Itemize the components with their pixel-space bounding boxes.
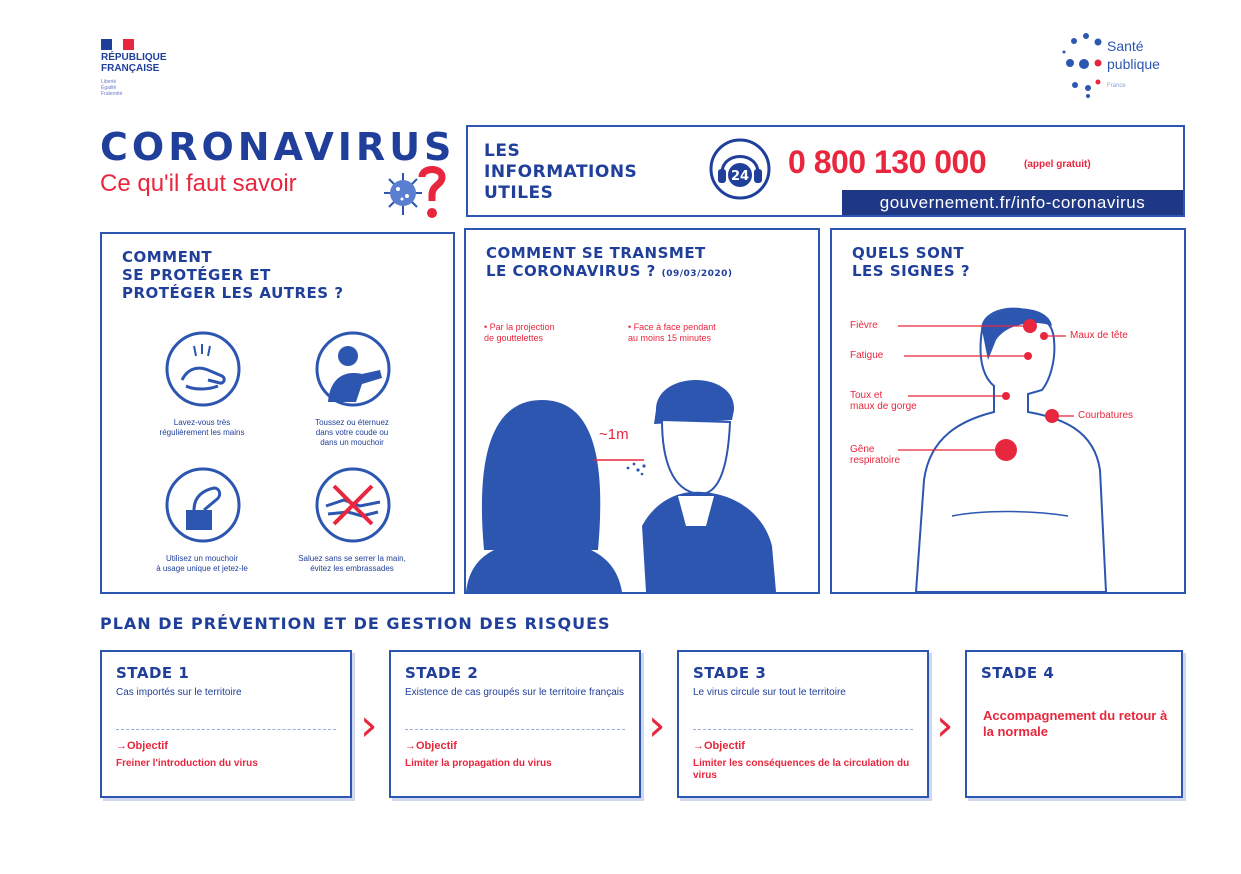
page-subtitle: Ce qu'il faut savoir	[100, 170, 297, 197]
plan-title: PLAN DE PRÉVENTION ET DE GESTION DES RISQUES	[100, 614, 611, 633]
headset-24-icon	[708, 137, 772, 201]
stage-title: STADE 2	[405, 664, 479, 682]
stage-desc: Le virus circule sur tout le territoire	[693, 687, 846, 698]
phone-note: (appel gratuit)	[1024, 159, 1091, 170]
protect-text-1: Lavez-vous très régulièrement les mains	[159, 418, 245, 437]
protect-panel	[100, 232, 455, 594]
stage-divider	[116, 729, 336, 730]
stage-title: STADE 4	[981, 664, 1055, 682]
protect-title: COMMENT SE PROTÉGER ET PROTÉGER LES AUTRES ?	[122, 248, 344, 302]
stage-4	[965, 650, 1183, 798]
info-url: gouvernement.fr/info-coronavirus	[842, 190, 1183, 215]
virus-question-icon	[378, 163, 448, 225]
stage-3	[677, 650, 929, 798]
stage-title: STADE 1	[116, 664, 190, 682]
signs-panel	[830, 228, 1186, 594]
stage-goal: Limiter les conséquences de la circulation du virus	[693, 758, 910, 781]
stage-goal: Freiner l'introduction du virus	[116, 758, 258, 769]
transmission-panel	[464, 228, 820, 594]
sante-publique-subtitle: France	[1107, 83, 1126, 89]
republique-motto: Liberté Égalité Fraternité	[101, 79, 123, 97]
svg-text:24: 24	[730, 169, 750, 184]
info-label: LES INFORMATIONS UTILES	[484, 141, 638, 203]
two-people-illustration	[466, 350, 818, 592]
symptom-breathing: Gêne respiratoire	[850, 444, 901, 466]
protect-text-4: Saluez sans se serrer la main, évitez les embrassades	[298, 554, 406, 573]
stage-objective-label: →Objectif	[405, 740, 457, 752]
stage-title: STADE 3	[693, 664, 767, 682]
chevron-right-icon: ›	[936, 700, 954, 751]
transmission-title-text: COMMENT SE TRANSMET LE CORONAVIRUS ?	[486, 244, 706, 280]
protect-text-2: Toussez ou éternuez dans votre coude ou dans un mouchoir	[315, 418, 389, 447]
symptom-aches: Courbatures	[1078, 410, 1134, 421]
republique-flag-icon	[101, 37, 135, 48]
stage-1	[100, 650, 352, 798]
tissue-box-icon	[164, 466, 242, 544]
protect-text-3: Utilisez un mouchoir à usage unique et jetez-le	[156, 554, 248, 573]
symptom-headache: Maux de tête	[1070, 330, 1128, 341]
distance-label: ~1m	[599, 426, 629, 443]
stage-objective-label: →Objectif	[116, 740, 168, 752]
stage-divider	[405, 729, 625, 730]
stage-objective-label: →Objectif	[693, 740, 745, 752]
info-bar	[466, 125, 1185, 217]
chevron-right-icon: ›	[648, 700, 666, 751]
stage-goal: Limiter la propagation du virus	[405, 758, 552, 769]
stage-2	[389, 650, 641, 798]
page-title: CORONAVIRUS	[100, 125, 456, 169]
stage-goal: Accompagnement du retour à la normale	[983, 708, 1168, 739]
phone-number: 0 800 130 000	[788, 144, 987, 180]
symptom-fever: Fièvre	[850, 320, 878, 331]
transmission-note-droplets: • Par la projection de gouttelettes	[484, 322, 555, 343]
stage-desc: Existence de cas groupés sur le territoire français	[405, 687, 624, 698]
transmission-date: (09/03/2020)	[661, 269, 733, 279]
transmission-title	[486, 244, 733, 283]
signs-title: QUELS SONT LES SIGNES ?	[852, 244, 971, 280]
stage-divider	[693, 729, 913, 730]
chevron-right-icon: ›	[360, 700, 378, 751]
symptom-cough: Toux et maux de gorge	[850, 390, 917, 412]
republique-francaise-name: RÉPUBLIQUE FRANÇAISE	[101, 52, 167, 74]
transmission-note-face: • Face à face pendant au moins 15 minutes	[628, 322, 716, 343]
cough-elbow-icon	[314, 330, 392, 408]
no-handshake-icon	[314, 466, 392, 544]
hand-washing-icon	[164, 330, 242, 408]
symptom-fatigue: Fatigue	[850, 350, 884, 361]
sante-publique-name: Santé publique	[1107, 38, 1160, 72]
stage-desc: Cas importés sur le territoire	[116, 687, 242, 698]
